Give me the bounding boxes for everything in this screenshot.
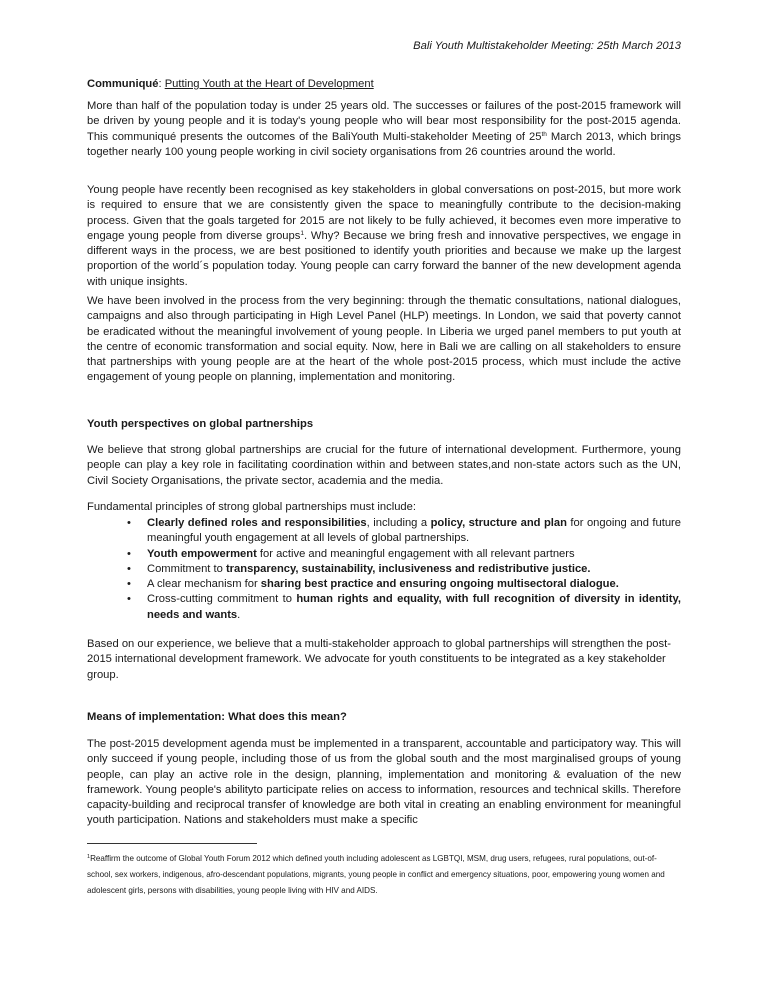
intro-p1-superscript: th: [541, 130, 547, 138]
bullet-5-end: .: [237, 608, 241, 621]
bullet-icon: •: [127, 517, 131, 529]
bullet-5-bold: human rights and equality, with full recognition of diversity in identity, needs and wants: [147, 593, 681, 621]
footnote: [87, 851, 681, 899]
footnote-text: Reaffirm the outcome of Global Youth Forum 2012 which defined youth including adolescent as LGBTQI, MSM, drug users, refugees, rural populations, out-of-school, sex workers, indigenous, afro-descendant populations, migrants, young people in conflict and emergency situations, poor, empowering young women and adolescent girls, persons with disabilities, young people living with HIV and AIDS.: [87, 854, 665, 895]
intro-p2-text-b: . Why? Because we bring fresh and innovative perspectives, we engage in different ways in the process, we are best positioned to identify youth priorities and because we make up the largest proportion of the world´s population today. Young people can carry forward the banner of the new development agenda with unique insights.: [87, 229, 681, 288]
principles-list: [87, 516, 681, 623]
section-heading-implementation: Means of implementation: What does this mean?: [87, 711, 347, 723]
running-header: Bali Youth Multistakeholder Meeting: 25th March 2013: [413, 40, 681, 52]
bullet-2-bold: Youth empowerment: [147, 547, 257, 560]
principles-intro: Fundamental principles of strong global partnerships must include:: [87, 501, 416, 513]
intro-p1-text-b: March 2013, which brings together nearly 100 young people working in civil society organisations from 26 countries around the world.: [87, 130, 681, 158]
document-title: [87, 77, 681, 92]
bullet-4-text: A clear mechanism for: [147, 578, 261, 591]
bullet-icon: •: [127, 547, 131, 560]
partnerships-paragraph-1: We believe that strong global partnerships are crucial for the future of international development. Furthermore, young people can play a key role in facilitating coordination within and between states,and non-state actors such as the UN, Civil Society Organisations, the private sector, academia and the media.: [87, 444, 681, 487]
bullet-3-text: Commitment to: [147, 562, 226, 575]
intro-paragraph-2: [87, 183, 681, 290]
list-item: [87, 516, 681, 547]
bullet-icon: •: [127, 578, 131, 591]
bullet-2-text: for active and meaningful engagement with all relevant partners: [256, 547, 575, 560]
list-item: [87, 592, 681, 623]
bullet-1-bold-2: policy, structure and plan: [430, 517, 567, 529]
intro-paragraph-1: [87, 99, 681, 160]
bullet-3-bold: transparency, sustainability, inclusiveness and redistributive justice.: [225, 562, 591, 575]
intro-p1-text-a: More than half of the population today is under 25 years old. The successes or failures of the post-2015 framework will be driven by young people and it is today's young people who will bear most responsibility for the post-2015 agenda. This communiqué presents the outcomes of the BaliYouth Multi-stakeholder Meeting of 25: [87, 100, 681, 143]
footnote-divider: [87, 843, 257, 844]
implementation-paragraph-1: The post-2015 development agenda must be implemented in a transparent, accountable and participatory way. This will only succeed if young people, including those of us from the global south and the most marginalised groups of young people, can play an active role in the design, planning, implementation and monitoring & evaluation of the new framework. Young people's abilityto participate relies on access to information, resources and technical skills. Therefore capacity-building and reciprocal transfer of knowledge are both vital in creating an enabling environment for meaningful youth participation. Nations and stakeholders must make a specific: [87, 738, 681, 827]
intro-paragraph-3: We have been involved in the process from the very beginning: through the thematic consultations, national dialogues, campaigns and also through participating in High Level Panel (HLP) meetings. In London, we said that poverty cannot be eradicated without the meaningful involvement of young people. In Liberia we urged panel members to put youth at the centre of economic transformation and social equity. Now, here in Bali we are calling on all stakeholders to ensure that partnerships with young people are at the heart of the whole post-2015 process, which must include the active engagement of young people on planning, implementation and monitoring.: [87, 295, 681, 384]
title-label: Communiqué: [87, 78, 159, 90]
title-colon: :: [158, 78, 162, 90]
intro-p2-text-a: Young people have recently been recognised as key stakeholders in global conversations on post-2015, but more work is required to ensure that we are consistently given the space to meaningfully contribute to the decision-making process. Given that the goals targeted for 2015 are not likely to be fully achieved, it becomes even more imperative to engage young people from diverse groups: [87, 184, 681, 242]
list-item: [87, 547, 681, 562]
bullet-icon: •: [127, 593, 131, 606]
section-heading-partnerships: Youth perspectives on global partnerships: [87, 418, 314, 430]
footnote-reference[interactable]: 1: [300, 229, 304, 237]
list-item: [87, 577, 681, 592]
partnerships-paragraph-2: Based on our experience, we believe that a multi-stakeholder approach to global partnerships will strengthen the post-2015 international development framework. We advocate for youth constituents to be integrated as a key stakeholder group.: [87, 638, 671, 681]
bullet-icon: •: [127, 562, 131, 575]
list-item: [87, 562, 681, 577]
bullet-1-bold: Clearly defined roles and responsibilities: [147, 517, 367, 529]
bullet-1-text: , including a: [366, 517, 431, 529]
bullet-1-text-2: for ongoing and future meaningful youth engagement at all levels of global partnerships.: [147, 517, 681, 545]
title-subtitle: Putting Youth at the Heart of Development: [164, 78, 374, 90]
footnote-marker: 1: [87, 854, 91, 860]
bullet-5-text: Cross-cutting commitment to: [147, 593, 297, 606]
bullet-4-bold: sharing best practice and ensuring ongoing multisectoral dialogue.: [260, 578, 619, 591]
